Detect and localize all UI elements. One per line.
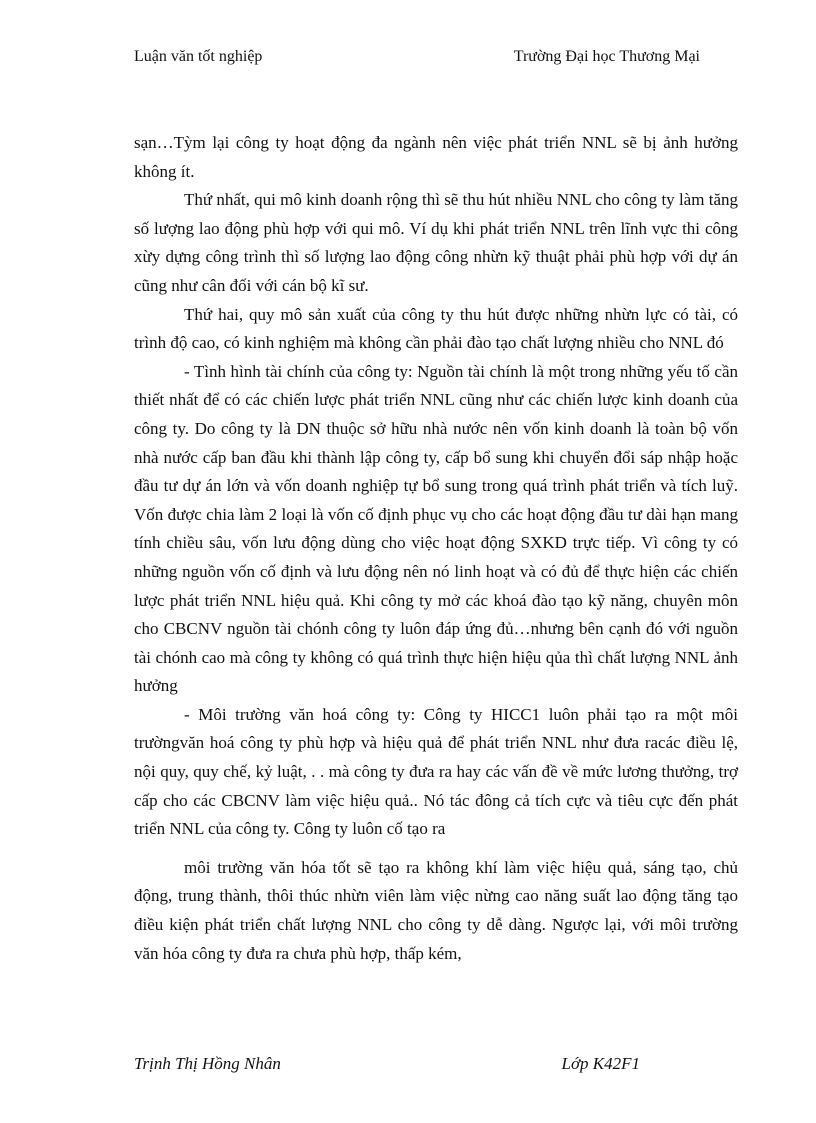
paragraph-finance: - Tình hình tài chính của công ty: Nguồn tài chính là một trong những yếu tố cần thiết nhất để có các chiến lược phát triển NNL cũng như các chiến lược kinh doanh của công ty. Do công ty là DN thuộc sở hữu nhà nước nên vốn kinh doanh là toàn bộ vốn nhà nước cấp ban đầu khi thành lập công ty, cấp bổ sung khi chuyển đổi sáp nhập hoặc đầu tư dự án lớn và vốn doanh nghiệp tự bổ sung trong quá trình phát triển và tích luỹ. Vốn được chia làm 2 loại là vốn cố định phục vụ cho các hoạt động đầu tư dài hạn mang tính chiều sâu, vốn lưu động dùng cho việc hoạt động SXKD trực tiếp. Vì công ty có những nguồn vốn cố định và lưu động nên nó linh hoạt và có đủ để thực hiện các chiến lược phát triển NNL hiệu quả. Khi công ty mở các khoá đào tạo kỹ năng, chuyên môn cho CBCNV nguồn tài chónh công ty luôn đáp ứng đủ…nhưng bên cạnh đó với nguồn tài chónh cao mà công ty không có quá trình thực hiện hiệu qủa thì chất lượng NNL ảnh hưởng: [134, 361, 738, 696]
header-thesis-label: Luận văn tốt nghiệp: [134, 48, 263, 65]
document-body: [134, 129, 738, 968]
paragraph-second-point: Thứ hai, quy mô sản xuất của công ty thu hút được những nhừn lực có tài, có trình độ cao, có kinh nghiệm mà không cần phải đào tạo chất lượng nhiều cho NNL đó: [134, 304, 738, 353]
footer-author-name: Trịnh Thị Hồng Nhân: [134, 1054, 281, 1073]
page-header: [134, 48, 704, 66]
paragraph-first-point: Thứ nhất, qui mô kinh doanh rộng thì sẽ thu hút nhiều NNL cho công ty làm tăng số lượng lao động phù hợp với qui mô. Ví dụ khi phát triển NNL trên lĩnh vực thi công xừy dựng công trình thì số lượng lao động công nhừn kỹ thuật phải phù hợp với dự án cũng như cân đối với cán bộ kĩ sư.: [134, 190, 738, 295]
footer-class-code: Lớp K42F1: [561, 1054, 640, 1073]
header-university-name: Trường Đại học Thương Mại: [513, 48, 700, 65]
paragraph-culture: - Môi trường văn hoá công ty: Công ty HICC1 luôn phải tạo ra một môi trườngvăn hoá công ty phù hợp và hiệu quả để phát triển NNL như đưa racác điều lệ, nội quy, quy chế, kỷ luật, . . mà công ty đưa ra hay các vấn đề về mức lương thưởng, trợ cấp cho các CBCNV làm việc hiệu quả.. Nó tác đông cả tích cực và tiêu cực đến phát triển NNL của công ty. Công ty luôn cố tạo ra: [134, 704, 738, 839]
page-footer: [134, 1054, 694, 1074]
paragraph-continuation: sạn…Tỳm lại công ty hoạt động đa ngành nên việc phát triển NNL sẽ bị ảnh hưởng không ít.: [134, 133, 738, 181]
paragraph-culture-continued: môi trường văn hóa tốt sẽ tạo ra không khí làm việc hiệu quả, sáng tạo, chủ động, trung thành, thôi thúc nhừn viên làm việc nừng cao năng suất lao động tăng tạo điều kiện phát triển chất lượng NNL cho công ty dễ dàng. Ngược lại, với môi trường văn hóa công ty đưa ra chưa phù hợp, thấp kém,: [134, 857, 738, 963]
